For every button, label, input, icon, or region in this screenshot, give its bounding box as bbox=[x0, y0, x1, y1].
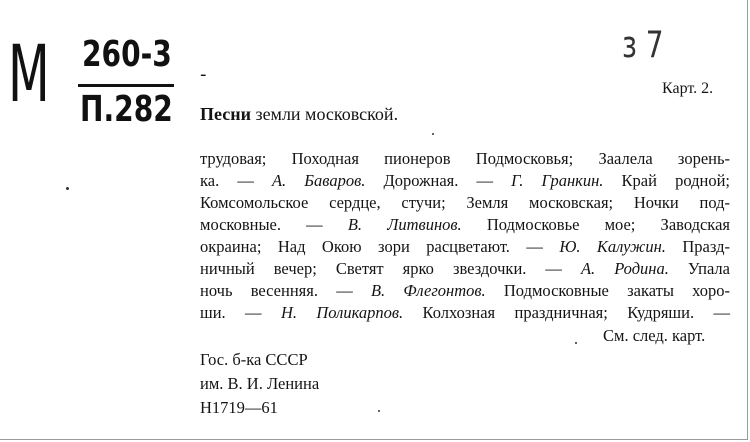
shelfmark-top: 260-3 bbox=[82, 34, 172, 75]
shelfmark-letter: М bbox=[8, 30, 49, 120]
song-text: Подмосковье мое; Заводская bbox=[461, 215, 730, 234]
shelfmark-bottom: П.282 bbox=[80, 89, 173, 130]
song-text: Дорожная. — bbox=[365, 171, 512, 190]
pencil-dash: - bbox=[200, 64, 207, 85]
author-name: Ю. Калужин. bbox=[559, 237, 666, 256]
card-number: Карт. 2. bbox=[662, 80, 714, 97]
library-line-1: Гос. б-ка СССР bbox=[200, 350, 308, 369]
author-name: Н. Поликарпов. bbox=[280, 303, 404, 322]
song-text: ничный вечер; Светят ярко звездочки. — bbox=[200, 259, 581, 278]
speck bbox=[378, 410, 380, 412]
body-line bbox=[200, 302, 730, 324]
library-line-2: им. В. И. Ленина bbox=[200, 374, 320, 393]
song-text: Празд- bbox=[665, 237, 730, 256]
speck bbox=[432, 133, 434, 135]
speck bbox=[575, 342, 577, 344]
library-line-3: Н1719—61 bbox=[200, 398, 278, 417]
author-name: В. Флегонтов. bbox=[370, 281, 486, 300]
author-name: А. Родина. bbox=[580, 259, 669, 278]
author-name: Г. Гранкин. bbox=[511, 171, 604, 190]
body-line bbox=[200, 280, 730, 302]
song-text: Колхозная праздничная; Кудряши. — bbox=[403, 303, 730, 322]
song-text: московные. — bbox=[200, 215, 348, 234]
card-title bbox=[200, 104, 398, 125]
body-line bbox=[200, 214, 730, 236]
song-text: Край родной; bbox=[603, 171, 730, 190]
song-text: ка. — bbox=[200, 171, 272, 190]
body-line bbox=[200, 192, 730, 214]
song-text: Комсомольское сердце, стучи; Земля московская; Ночки под- bbox=[200, 193, 730, 212]
song-text: Подмосковные закаты хоро- bbox=[485, 281, 731, 300]
song-text: ши. — bbox=[200, 303, 281, 322]
body-line bbox=[200, 236, 730, 258]
song-text: окраина; Над Окою зори расцветают. — bbox=[200, 237, 560, 256]
author-name: В. Литвинов. bbox=[347, 215, 462, 234]
body-line bbox=[200, 148, 730, 170]
shelfmark-divider bbox=[78, 84, 174, 87]
song-text: Упала bbox=[668, 259, 730, 278]
body-line bbox=[200, 258, 730, 280]
body-line bbox=[200, 170, 730, 192]
song-text: ночь весенняя. — bbox=[200, 281, 371, 300]
author-name: А. Баваров. bbox=[271, 171, 366, 190]
title-bold: Песни bbox=[200, 104, 251, 124]
song-text: трудовая; Походная пионеров Подмосковья; Заалела зорень- bbox=[200, 149, 730, 168]
corner-handwritten-mark: з 7 bbox=[622, 23, 664, 66]
title-rest: земли московской. bbox=[250, 104, 399, 124]
see-next-card: См. след. карт. bbox=[603, 326, 706, 345]
speck bbox=[66, 187, 69, 190]
